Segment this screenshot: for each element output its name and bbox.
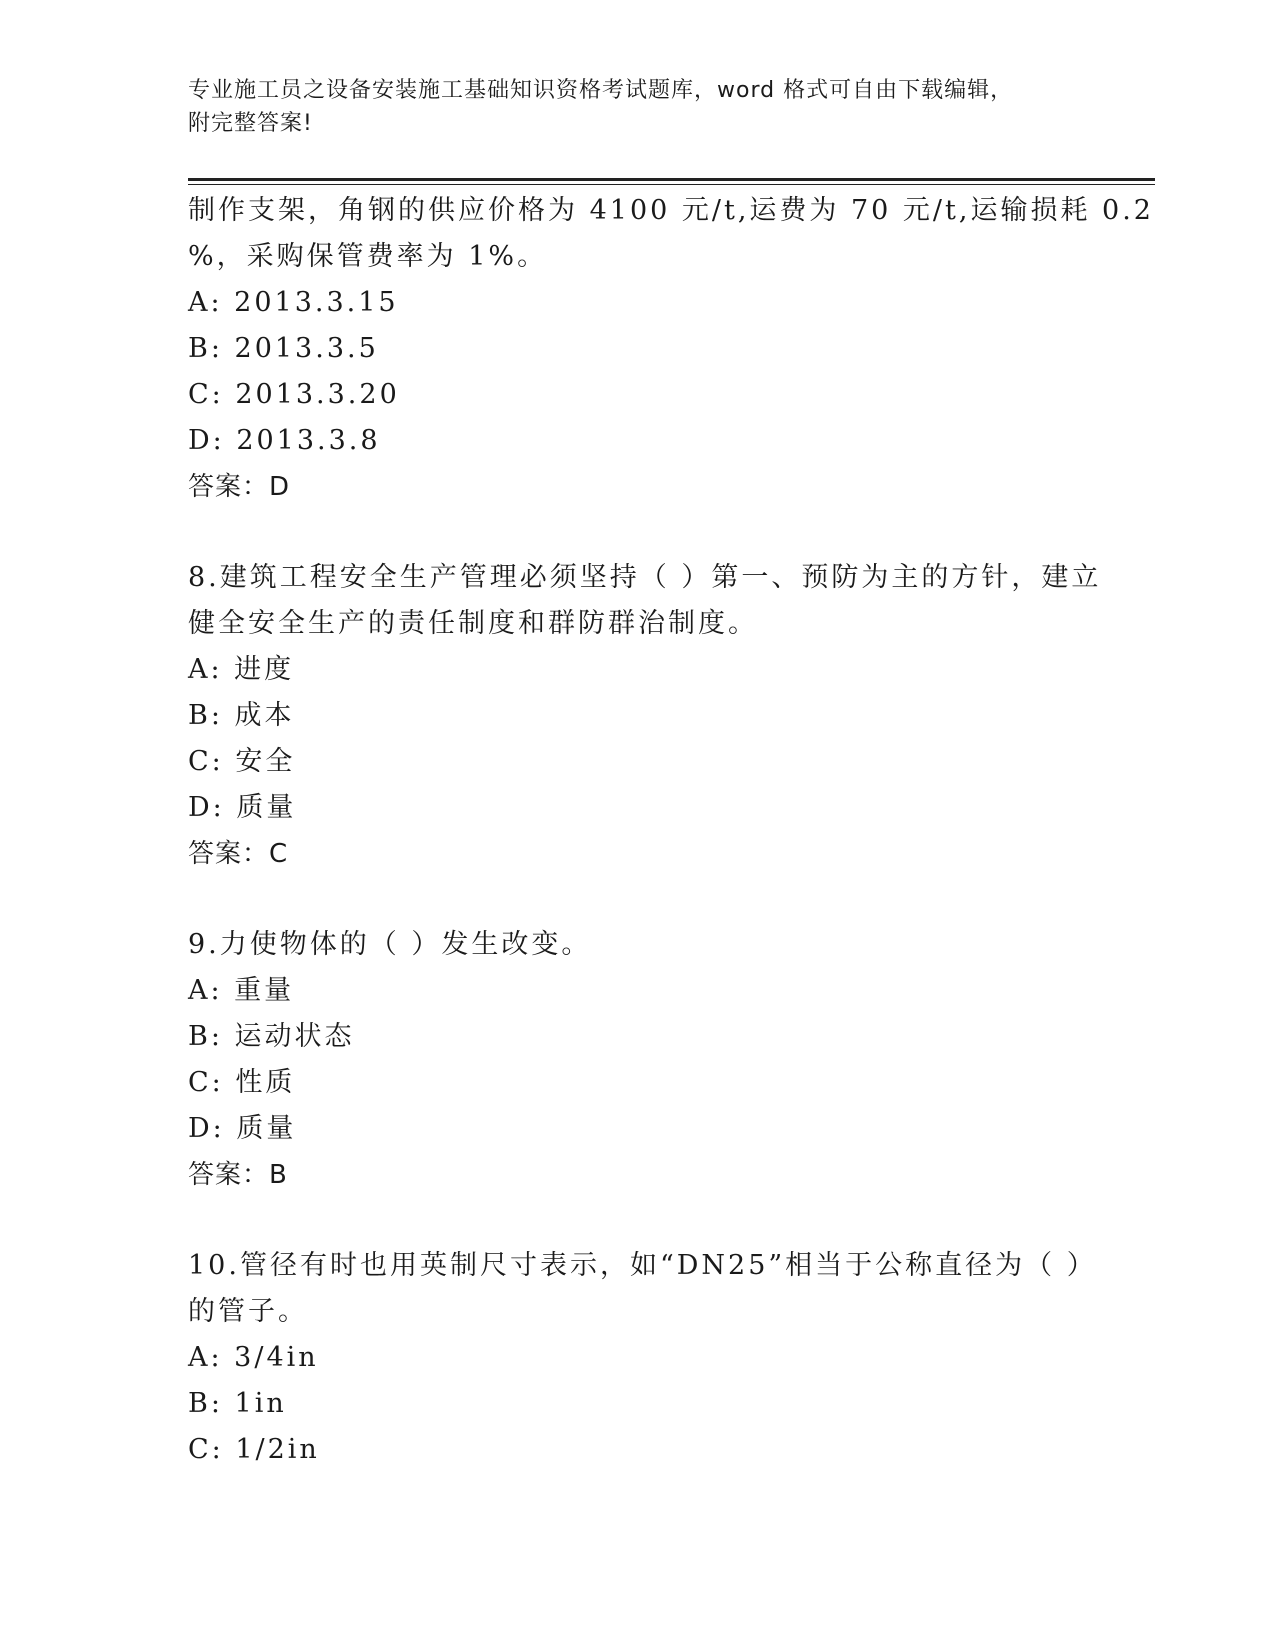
question-stem: %，采购保管费率为 1%。 [188,241,548,272]
question-8 [188,555,1102,877]
spacer [188,1198,1088,1243]
answer: 答案：B [188,1160,288,1190]
header-line-2: 附完整答案! [188,111,313,136]
option-b: B: 成本 [188,700,295,731]
option-b: B: 运动状态 [188,1021,355,1052]
option-c: C: 安全 [188,746,296,777]
question-stem: 制作支架，角钢的供应价格为 4100 元/t,运费为 70 元/t,运输损耗 0.2 [188,195,1154,226]
spacer [188,877,1088,922]
header-line-1: 专业施工员之设备安装施工基础知识资格考试题库，word 格式可自由下载编辑， [188,78,1014,103]
spacer [188,510,1088,555]
question-stem: 健全安全生产的责任制度和群防群治制度。 [188,608,758,639]
answer: 答案：D [188,472,291,502]
option-c: C: 性质 [188,1067,296,1098]
header-rule-thin [188,184,1155,185]
option-c: C: 2013.3.20 [188,379,400,410]
option-a: A: 2013.3.15 [188,287,399,318]
option-a: A: 重量 [188,975,295,1006]
option-b: B: 1in [188,1388,287,1419]
answer: 答案：C [188,839,289,869]
option-d: D: 质量 [188,1113,297,1144]
question-list [188,188,1154,1473]
option-b: B: 2013.3.5 [188,333,379,364]
option-d: D: 2013.3.8 [188,425,381,456]
option-a: A: 3/4in [188,1342,319,1373]
option-d: D: 质量 [188,792,297,823]
option-a: A: 进度 [188,654,295,685]
question-stem: 9.力使物体的（ ）发生改变。 [188,929,592,960]
question-9 [188,922,1088,1198]
header-rule-thick [188,178,1155,181]
question-10 [188,1243,1097,1473]
question-stem: 的管子。 [188,1296,308,1327]
question-stem: 8.建筑工程安全生产管理必须坚持（ ）第一、预防为主的方针，建立 [188,562,1102,593]
question-7 [188,188,1154,510]
option-c: C: 1/2in [188,1434,320,1465]
question-stem: 10.管径有时也用英制尺寸表示，如“DN25”相当于公称直径为（ ） [188,1250,1097,1281]
page-header [188,74,1088,140]
